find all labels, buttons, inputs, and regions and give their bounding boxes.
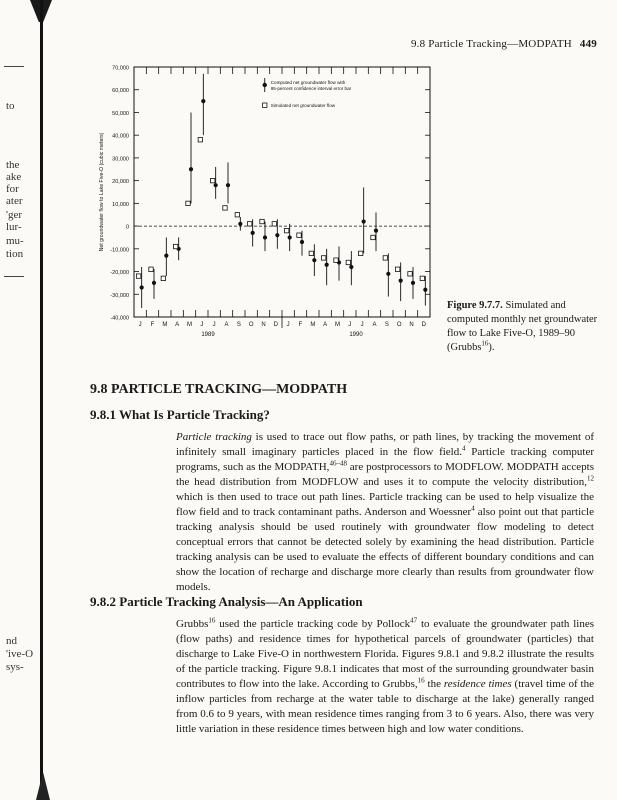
spine-shadow-bottom xyxy=(36,772,50,800)
facing-page-fragment: for xyxy=(6,183,19,195)
month-label: J xyxy=(212,322,216,328)
legend-computed-marker xyxy=(263,83,267,87)
computed-point xyxy=(189,167,193,171)
facing-page-fragment: lur- xyxy=(6,221,22,233)
simulated-point xyxy=(161,276,165,280)
facing-page-fragment: nd xyxy=(6,635,17,647)
facing-page-fragment: 'ger xyxy=(6,209,23,221)
term-italic: residence times xyxy=(443,678,512,690)
facing-page-fragment: 'ive-O xyxy=(6,648,34,660)
simulated-point xyxy=(284,228,288,232)
year-label: 1990 xyxy=(349,332,363,338)
facing-page-fragment: sys- xyxy=(6,661,24,673)
simulated-point xyxy=(260,219,264,223)
month-label: F xyxy=(150,322,155,328)
computed-point xyxy=(214,183,218,187)
computed-point xyxy=(300,240,304,244)
y-tick-label: -10,000 xyxy=(110,247,129,254)
month-label: M xyxy=(310,322,316,328)
ref: 16 xyxy=(417,676,425,685)
text: which is then used to trace out path lines. Particle tracking can be used to help visualize the flow field and to track contaminant paths. Anderson and Woessner xyxy=(176,491,594,518)
month-label: A xyxy=(372,322,377,328)
ref: 47 xyxy=(410,616,418,625)
month-label: D xyxy=(421,322,427,328)
simulated-point xyxy=(210,178,214,182)
month-label: M xyxy=(187,322,192,328)
text: Grubbs xyxy=(176,618,209,630)
computed-point xyxy=(362,219,366,223)
caption-ref: 16 xyxy=(481,339,489,348)
header-section: 9.8 Particle Tracking—MODPATH xyxy=(410,38,572,50)
month-label: M xyxy=(162,322,168,328)
text: the xyxy=(424,678,444,690)
facing-page-rule xyxy=(4,66,24,67)
paragraph-particle-tracking xyxy=(176,430,594,595)
computed-point xyxy=(251,231,255,235)
simulated-point xyxy=(198,138,202,142)
computed-point xyxy=(411,281,415,285)
month-label: A xyxy=(323,322,328,328)
paragraph-application xyxy=(176,617,594,737)
ref: 4 xyxy=(461,444,466,453)
facing-page-fragment: ake xyxy=(6,171,22,183)
simulated-point xyxy=(420,276,424,280)
simulated-point xyxy=(186,201,190,205)
simulated-point xyxy=(346,260,350,264)
facing-page-fragment: tion xyxy=(6,248,24,260)
simulated-point xyxy=(272,222,276,226)
figure-label: Figure 9.7.7. xyxy=(447,300,503,311)
text: used the particle tracking code by Pollock xyxy=(215,618,411,630)
computed-point xyxy=(140,285,144,289)
caption-text: Simulated and computed monthly net groundwater flow to Lake Five-O, 1989–90 (Grubbs xyxy=(447,300,598,353)
computed-point xyxy=(423,288,427,292)
computed-point xyxy=(152,281,156,285)
simulated-point xyxy=(173,244,177,248)
subsection-title: 9.8.1 What Is Particle Tracking? xyxy=(90,407,270,422)
caption-end: ). xyxy=(488,342,495,353)
simulated-point xyxy=(334,258,338,262)
y-tick-label: -30,000 xyxy=(110,292,129,299)
computed-point xyxy=(288,235,292,239)
y-axis-label: Net groundwater flow to Lake Five-O (cubic meters) xyxy=(99,132,105,252)
month-label: J xyxy=(348,322,352,328)
computed-point xyxy=(386,272,390,276)
month-label: N xyxy=(261,322,266,328)
computed-point xyxy=(374,229,378,233)
simulated-point xyxy=(358,251,362,255)
ref: 46–48 xyxy=(329,459,347,468)
y-tick-label: 30,000 xyxy=(112,156,129,163)
month-label: O xyxy=(248,322,254,328)
simulated-point xyxy=(371,235,375,239)
facing-page-fragment: mu- xyxy=(6,235,24,247)
figure-caption xyxy=(447,299,599,355)
legend-computed-label-2: 95-percent confidence interval error bar xyxy=(270,86,352,91)
month-label: D xyxy=(273,322,279,328)
ref: 16 xyxy=(208,616,216,625)
simulated-point xyxy=(235,213,239,217)
simulated-point xyxy=(136,274,140,278)
month-label: N xyxy=(409,322,414,328)
subsection-title: 9.8.2 Particle Tracking Analysis—An Application xyxy=(90,594,363,609)
y-tick-label: 60,000 xyxy=(112,88,129,95)
year-label: 1989 xyxy=(201,332,215,338)
month-label: J xyxy=(138,322,142,328)
computed-point xyxy=(238,222,242,226)
facing-page-fragment: to xyxy=(6,100,15,112)
month-label: A xyxy=(224,322,229,328)
y-tick-label: 50,000 xyxy=(112,110,129,117)
text: are postprocessors to MODFLOW. MODPATH accepts the head distribution from MODFLOW and uses it to compute the velocity distribution, xyxy=(176,461,594,488)
computed-point xyxy=(164,254,168,258)
month-label: J xyxy=(360,322,364,328)
text: also point out that particle tracking analysis should be used routinely with groundwater flow modeling to detect conceptual errors that cannot be detected solely by examining the head distribution. Particle tracking analysis can be used to evaluate the effects of different boundary conditions and can show the location of recharge and discharge more clearly than results from groundwater flow models. xyxy=(176,506,594,593)
month-label: A xyxy=(175,322,180,328)
simulated-point xyxy=(321,256,325,260)
simulated-point xyxy=(383,256,387,260)
month-label: S xyxy=(236,322,241,328)
month-label: J xyxy=(200,322,204,328)
ref: 4 xyxy=(471,504,475,513)
month-label: J xyxy=(286,322,290,328)
computed-point xyxy=(226,183,230,187)
simulated-point xyxy=(309,251,313,255)
text: (travel time of the inflow particles from recharge at the water table to discharge at the lake) generally ranged from 0.6 to 9 years, with mean residence times ranging from 3 to 6 years. Also, there was very little variation in these residence times between high and low water conditions. xyxy=(176,678,594,735)
simulated-point xyxy=(408,272,412,276)
computed-point xyxy=(263,235,267,239)
simulated-point xyxy=(297,233,301,237)
text: is used to trace out flow paths, or path lines, by tracking the movement of infinitely small imaginary particles placed in the flow field. xyxy=(176,431,595,458)
simulated-point xyxy=(223,206,227,210)
y-tick-label: 40,000 xyxy=(112,133,129,140)
y-tick-label: 20,000 xyxy=(112,179,129,186)
computed-point xyxy=(349,265,353,269)
page-number: 449 xyxy=(579,38,597,50)
legend-computed-label: Computed net groundwater flow with xyxy=(270,80,346,85)
book-spine xyxy=(40,0,43,800)
y-tick-label: 0 xyxy=(125,224,129,231)
computed-point xyxy=(399,279,403,283)
groundwater-flow-chart xyxy=(90,55,440,360)
computed-point xyxy=(325,263,329,267)
computed-point xyxy=(201,99,205,103)
y-tick-label: -20,000 xyxy=(110,270,129,277)
simulated-point xyxy=(395,267,399,271)
legend-simulated-label: Simulated net groundwater flow xyxy=(270,103,336,108)
section-title: 9.8 PARTICLE TRACKING—MODPATH xyxy=(90,382,348,397)
computed-point xyxy=(312,258,316,262)
simulated-point xyxy=(149,267,153,271)
facing-page-rule xyxy=(4,276,24,277)
month-label: M xyxy=(335,322,340,328)
running-header xyxy=(411,38,597,50)
term-italic: Particle tracking xyxy=(176,431,252,443)
y-tick-label: 10,000 xyxy=(112,201,129,208)
computed-point xyxy=(275,233,279,237)
y-tick-label: -40,000 xyxy=(110,315,129,322)
y-tick-label: 70,000 xyxy=(112,65,129,72)
legend-simulated-marker xyxy=(263,103,267,107)
facing-page-fragment: the xyxy=(6,159,20,171)
text: Particle tracking computer programs, such as the MODPATH, xyxy=(176,446,594,473)
month-label: S xyxy=(384,322,389,328)
ref: 12 xyxy=(587,474,594,483)
month-label: F xyxy=(298,322,303,328)
simulated-point xyxy=(247,222,251,226)
facing-page-fragment: ater xyxy=(6,195,23,207)
month-label: O xyxy=(396,322,402,328)
text: to evaluate the groundwater path lines (flow paths) and residence times for hypothetical parcels of groundwater (particles) that discharge to Lake Five-O in northwestern Florida. Figures 9.8.1 and 9.8.2 illustrate the results of the particle tracking. Figure 9.8.1 indicates that most of the surrounding groundwater basin contributes to flow into the lake. According to Grubbs, xyxy=(176,618,594,690)
